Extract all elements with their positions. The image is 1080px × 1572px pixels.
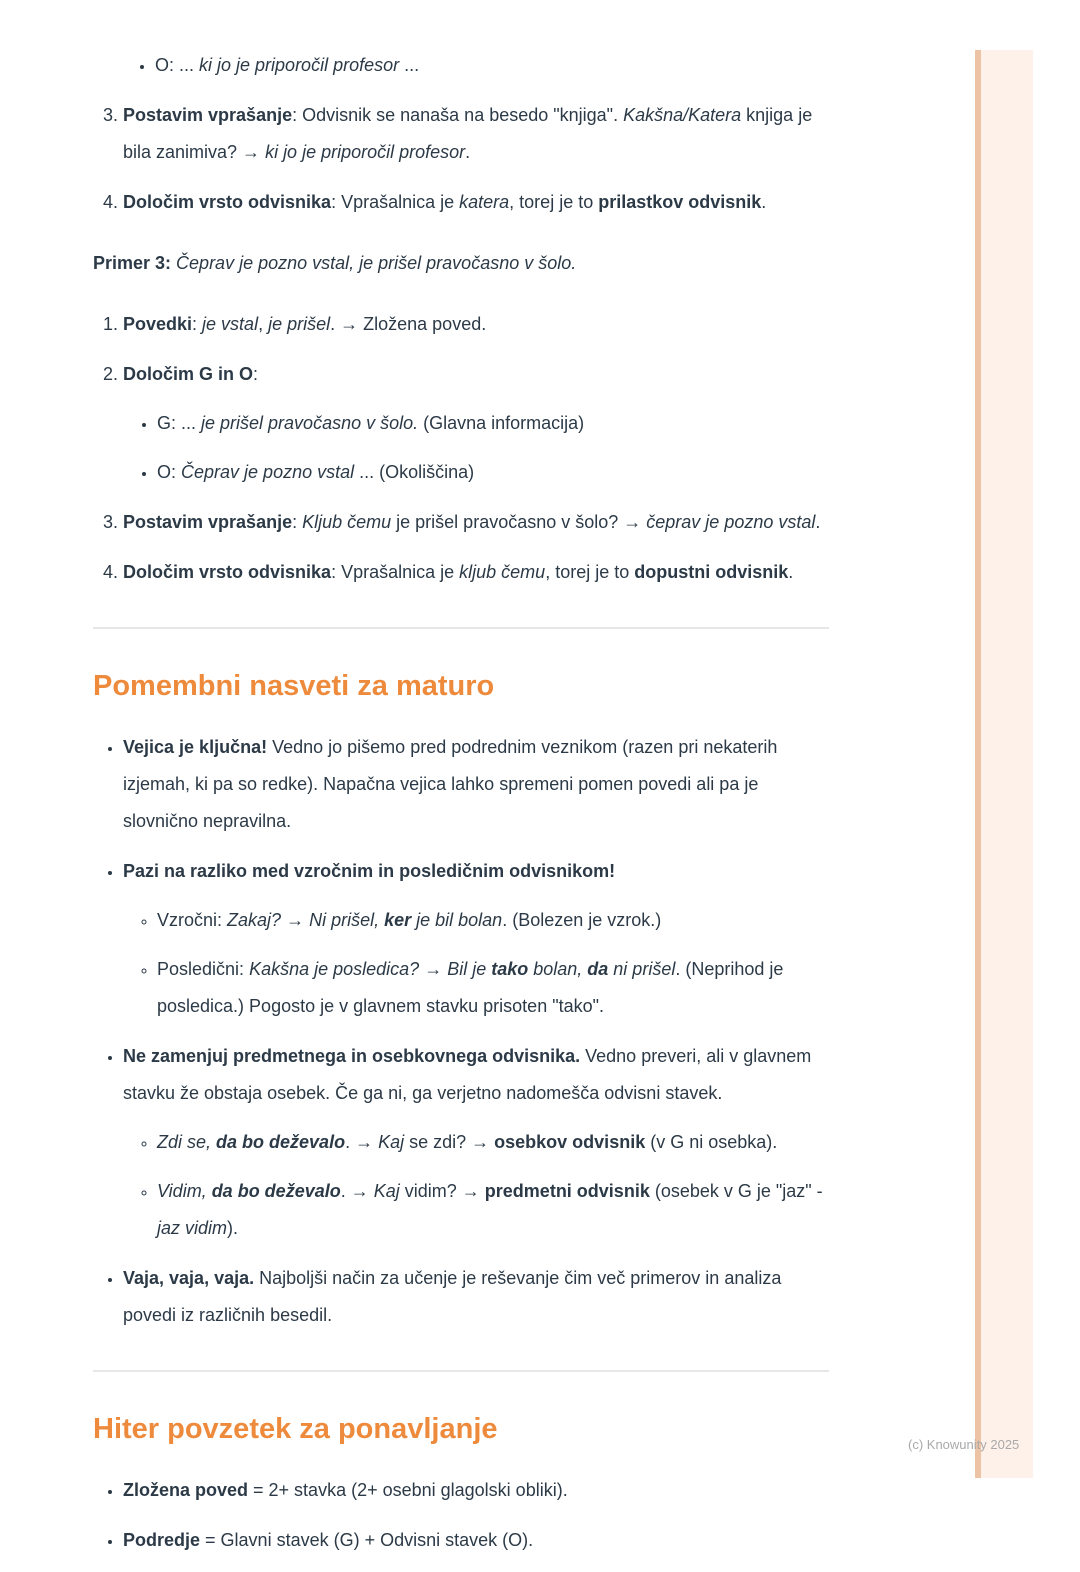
text-segment: Kakšna je posledica?	[249, 959, 420, 979]
sub-list-item	[157, 454, 829, 491]
text-segment: : Odvisnik se nanaša na besedo "knjiga".	[292, 105, 624, 125]
text-segment: Pazi na razliko med vzročnim in posledičnim odvisnikom!	[123, 861, 616, 881]
text-segment: .	[465, 142, 471, 162]
text-segment: prilastkov odvisnik	[598, 192, 762, 212]
text-segment: Zdi se,	[157, 1132, 217, 1152]
text-segment: ni prišel	[608, 959, 676, 979]
text-segment: da bo deževalo	[211, 1181, 341, 1201]
text-segment: .	[788, 562, 794, 582]
section-heading: Pomembni nasveti za maturo	[93, 670, 495, 702]
text-segment: Zakaj?	[227, 910, 282, 930]
numbered-list	[93, 306, 829, 491]
bullet-list	[93, 47, 829, 84]
text-segment: . (Bolezen je vzrok.)	[502, 910, 662, 930]
document-content	[93, 34, 829, 1572]
text-segment: osebkov odvisnik	[494, 1132, 646, 1152]
text-segment: čeprav je pozno vstal	[646, 512, 816, 532]
bullet-list	[93, 1472, 829, 1559]
text-segment: :	[192, 314, 203, 334]
page-edge-decoration	[975, 50, 1033, 1478]
text-segment: Kljub čemu	[302, 512, 392, 532]
text-segment: predmetni odvisnik	[484, 1181, 650, 1201]
text-segment: ki jo je priporočil profesor	[265, 142, 466, 162]
text-segment: ...	[399, 55, 420, 75]
text-segment: Podredje	[123, 1530, 201, 1550]
text-segment: Primer 3:	[93, 253, 177, 273]
text-segment: Vejica je ključna!	[123, 737, 268, 757]
text-segment: Najboljši način za učenje je reševanje čim več primerov in analiza povedi iz različnih besedil.	[123, 1268, 782, 1325]
text-segment: Zložena poved	[123, 1480, 249, 1500]
sub-bullet-list	[123, 405, 829, 491]
text-segment: Postavim vprašanje	[123, 512, 293, 532]
text-segment: katera	[459, 192, 510, 212]
list-item	[123, 729, 829, 840]
list-item	[123, 554, 829, 591]
text-segment: Posledični:	[157, 959, 250, 979]
text-segment: Ni prišel,	[309, 910, 385, 930]
text-segment: da bo deževalo	[216, 1132, 346, 1152]
numbered-list	[93, 97, 829, 221]
text-segment: kljub čemu	[459, 562, 546, 582]
text-segment: Ne zamenjuj predmetnega in osebkovnega odvisnika.	[123, 1046, 581, 1066]
text-segment: →	[281, 910, 310, 930]
text-segment: Kaj	[378, 1132, 405, 1152]
list-item	[123, 504, 829, 541]
text-segment: ).	[227, 1218, 239, 1238]
text-segment: je prišel	[268, 314, 331, 334]
list-item	[123, 306, 829, 343]
text-segment: Vedno jo pišemo pred podrednim veznikom (razen pri nekaterih izjemah, ki pa so redke). Napačna vejica lahko spremeni pomen povedi ali pa je slovnično nepravilna.	[123, 737, 778, 831]
text-segment: Vidim,	[157, 1181, 212, 1201]
list-item	[155, 47, 829, 84]
text-segment: bolan,	[528, 959, 588, 979]
text-segment: Kaj	[373, 1181, 400, 1201]
paragraph	[93, 245, 829, 282]
sub-list-item	[157, 405, 829, 442]
text-segment: je prišel pravočasno v šolo? →	[391, 512, 647, 532]
text-segment: Bil je	[447, 959, 492, 979]
text-segment: . →	[340, 1181, 374, 1201]
text-segment: Določim vrsto odvisnika	[123, 192, 332, 212]
text-segment: tako	[491, 959, 529, 979]
text-segment: : Vprašalnica je	[331, 562, 460, 582]
list-item	[123, 1260, 829, 1334]
text-segment: . (Neprihod je posledica.) Pogosto je v glavnem stavku prisoten "tako".	[157, 959, 784, 1016]
text-segment: je vstal	[202, 314, 259, 334]
list-item	[123, 1038, 829, 1247]
text-segment: G: ...	[157, 413, 202, 433]
text-segment: O:	[157, 462, 182, 482]
text-segment: Vedno preveri, ali v glavnem stavku že obstaja osebek. Če ga ni, ga verjetno nadomešča odvisni stavek.	[123, 1046, 812, 1103]
text-segment: je bil bolan	[411, 910, 503, 930]
text-segment: →	[419, 959, 448, 979]
text-segment: Vzročni:	[157, 910, 228, 930]
sub-list-item	[157, 1173, 829, 1247]
sub-list-item	[157, 902, 829, 939]
text-segment: jaz vidim	[157, 1218, 228, 1238]
text-segment: O: ...	[155, 55, 200, 75]
text-segment: (v G ni osebka).	[645, 1132, 778, 1152]
text-segment: . →	[345, 1132, 379, 1152]
text-segment: knjiga je bila zanimiva? →	[123, 105, 813, 162]
text-segment: ... (Okoliščina)	[354, 462, 475, 482]
divider	[93, 1370, 829, 1372]
numbered-list	[93, 504, 829, 591]
sub-bullet-list	[123, 902, 829, 1025]
text-segment: Kakšna/Katera	[623, 105, 742, 125]
text-segment: , torej je to	[545, 562, 635, 582]
text-segment: : Vprašalnica je	[331, 192, 460, 212]
section-heading: Hiter povzetek za ponavljanje	[93, 1413, 498, 1445]
text-segment: Čeprav je pozno vstal, je prišel pravočasno v šolo.	[176, 253, 577, 273]
text-segment: . → Zložena poved.	[330, 314, 487, 334]
text-segment: = Glavni stavek (G) + Odvisni stavek (O).	[200, 1530, 534, 1550]
text-segment: Določim vrsto odvisnika	[123, 562, 332, 582]
list-item	[123, 853, 829, 1025]
sub-list-item	[157, 1124, 829, 1161]
text-segment: je prišel pravočasno v šolo.	[201, 413, 419, 433]
text-segment: Povedki	[123, 314, 193, 334]
text-segment: (osebek v G je "jaz" -	[649, 1181, 823, 1201]
text-segment: , torej je to	[509, 192, 599, 212]
sub-bullet-list	[123, 1124, 829, 1247]
text-segment: .	[815, 512, 821, 532]
text-segment: Vaja, vaja, vaja.	[123, 1268, 255, 1288]
text-segment: se zdi? →	[404, 1132, 495, 1152]
bullet-list	[93, 729, 829, 1334]
text-segment: :	[292, 512, 303, 532]
text-segment: (Glavna informacija)	[418, 413, 585, 433]
text-segment: .	[761, 192, 767, 212]
text-segment: Določim G in O	[123, 364, 254, 384]
text-segment: Čeprav je pozno vstal	[181, 462, 355, 482]
text-segment: vidim? →	[399, 1181, 485, 1201]
list-item	[123, 1472, 829, 1509]
footer-copyright: (c) Knowunity 2025	[908, 1437, 1020, 1452]
list-item	[123, 356, 829, 491]
sub-list-item	[157, 951, 829, 1025]
divider	[93, 627, 829, 629]
text-segment: dopustni odvisnik	[634, 562, 789, 582]
list-item	[123, 97, 829, 171]
text-segment: ker	[384, 910, 412, 930]
text-segment: ,	[258, 314, 269, 334]
text-segment: ki jo je priporočil profesor	[199, 55, 400, 75]
text-segment: :	[253, 364, 259, 384]
text-segment: da	[587, 959, 609, 979]
text-segment: Postavim vprašanje	[123, 105, 293, 125]
list-item	[123, 184, 829, 221]
text-segment: = 2+ stavka (2+ osebni glagolski obliki).	[248, 1480, 568, 1500]
